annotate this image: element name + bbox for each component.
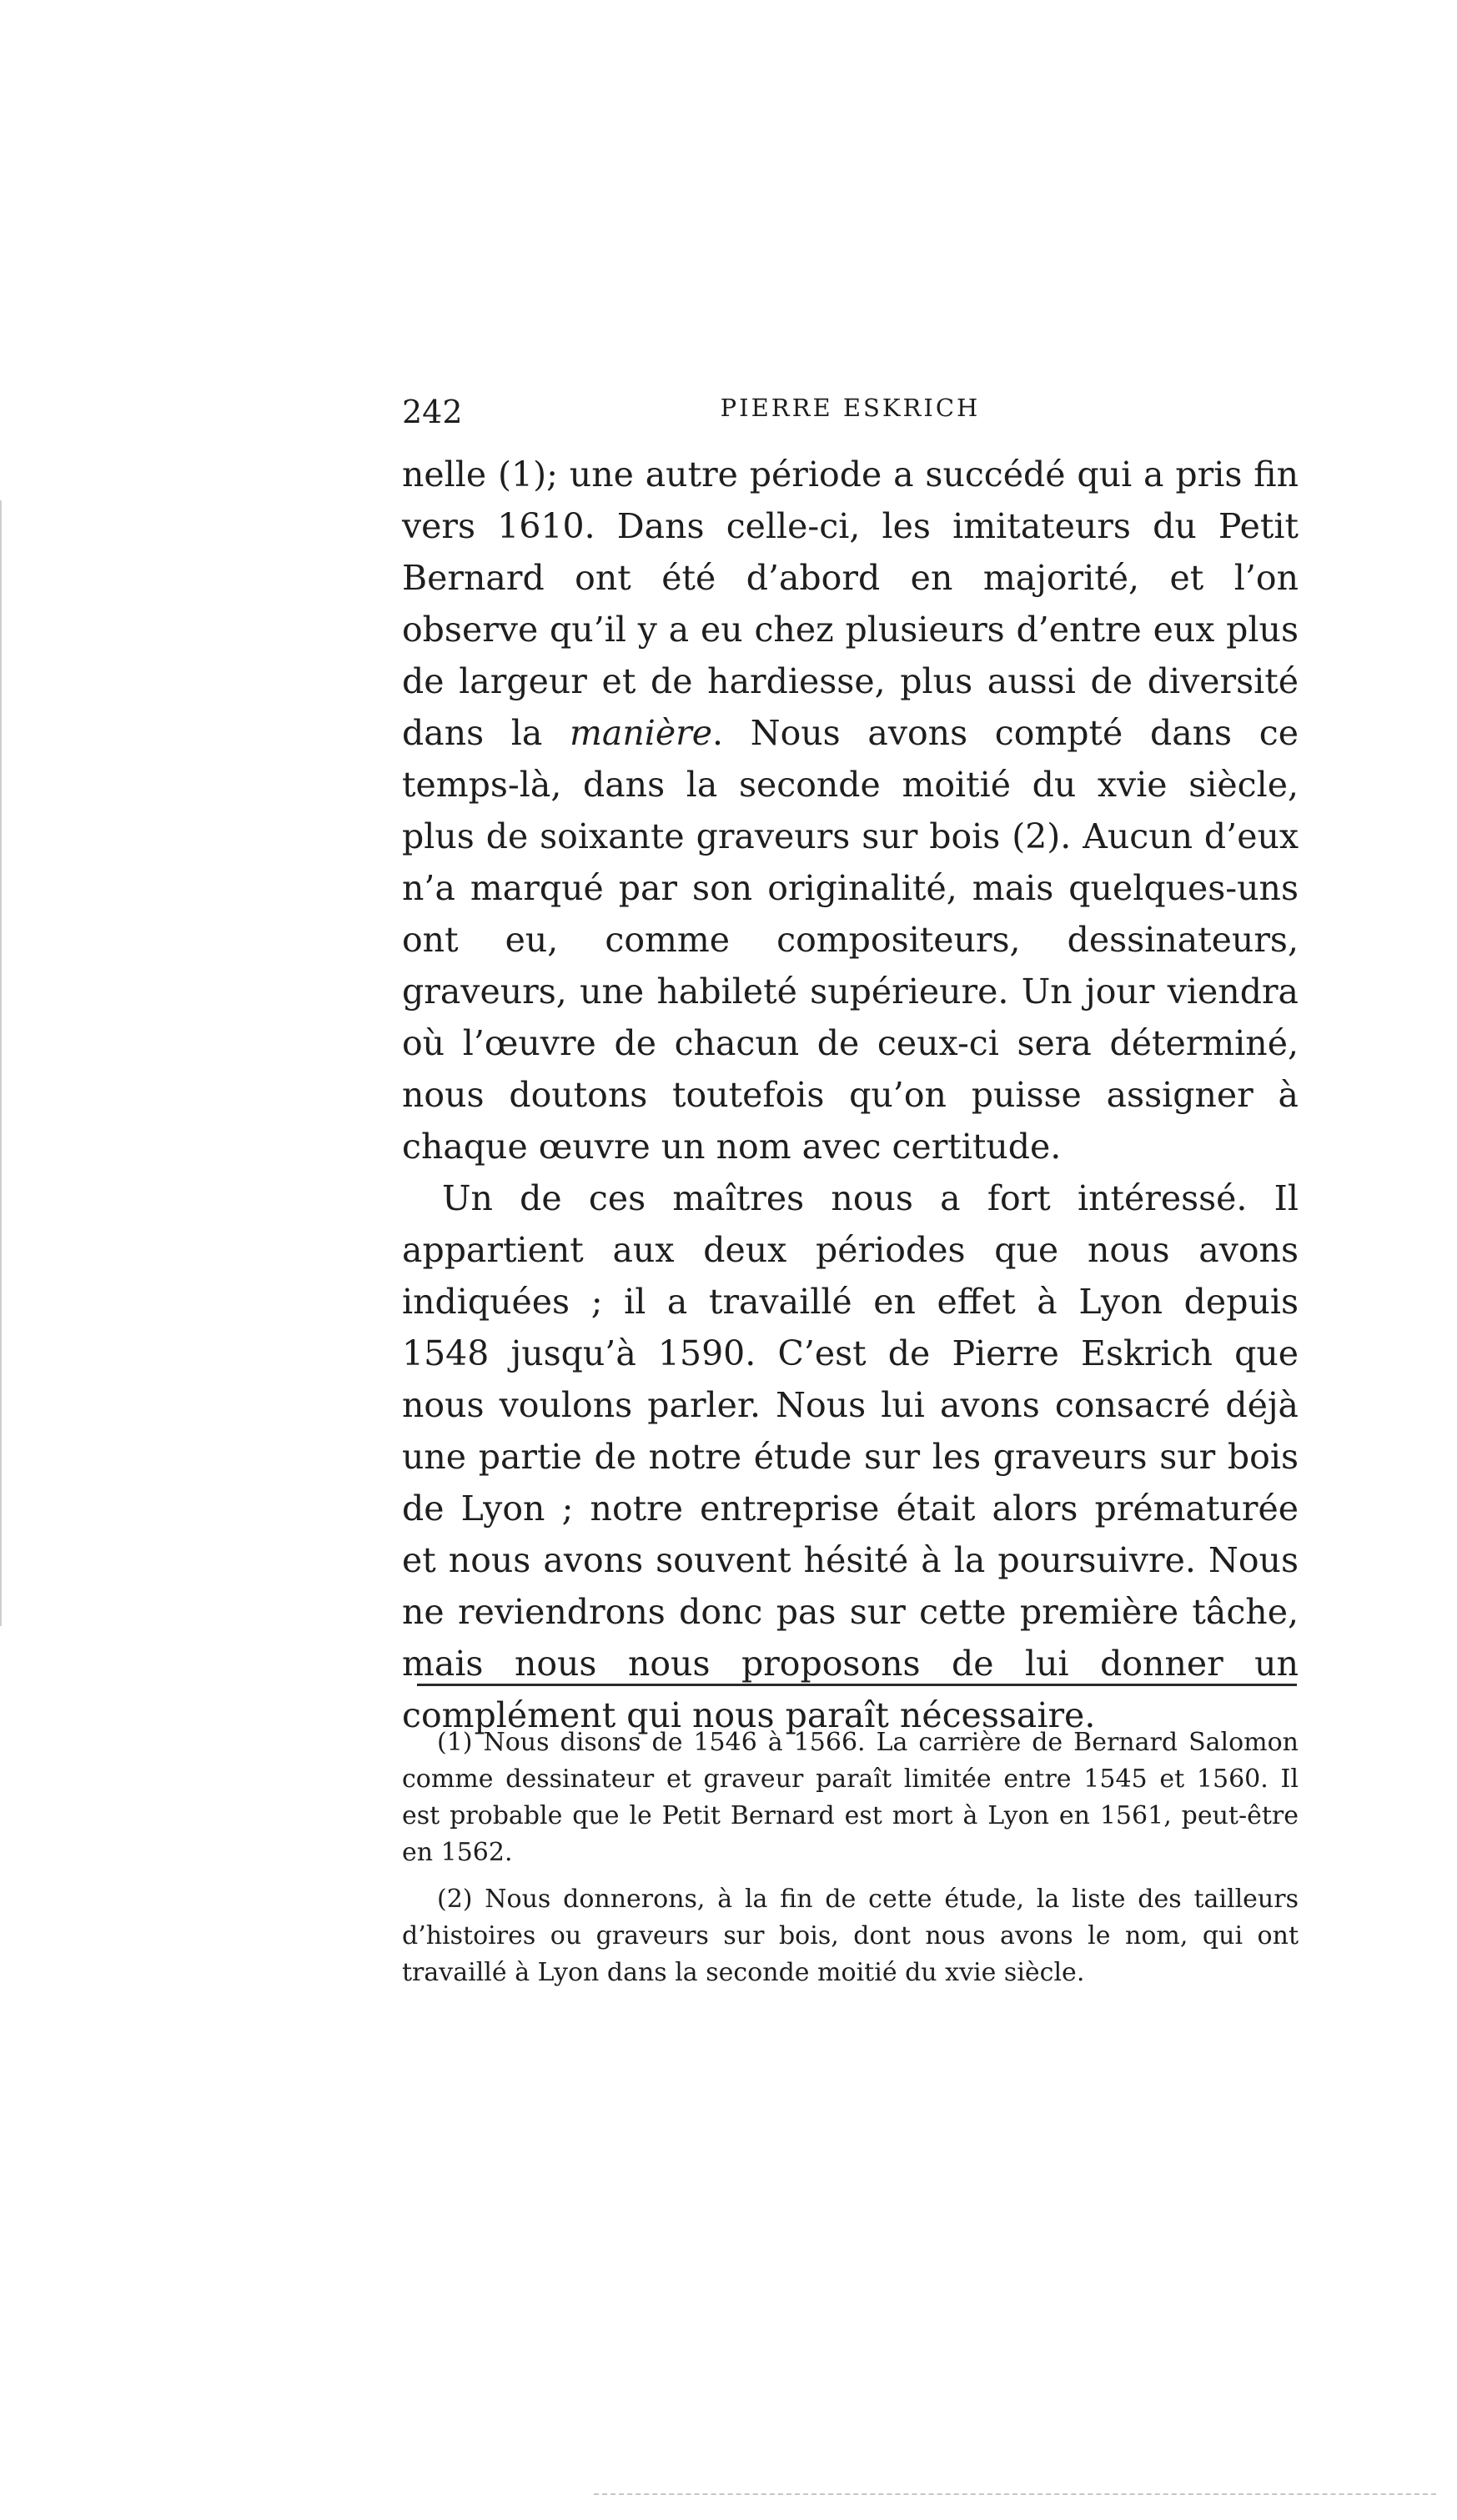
page-number: 242 [402, 394, 463, 430]
scan-margin-line [0, 500, 2, 1626]
running-head: PIERRE ESKRICH [720, 394, 981, 422]
page-header [402, 394, 1299, 435]
footnote-rule [417, 1684, 1297, 1686]
paragraph-1-text-b: . Nous avons compté dans ce temps-là, dans la seconde moitié du xvie siècle, plus de soixante graveurs sur bois (2). Aucun d’eux n’a marqué par son originalité, mais quelques-uns ont eu, comme compositeurs, dessinateurs, graveurs, une habileté supérieure. Un jour viendra où l’œuvre de chacun de ceux-ci sera déterminé, nous doutons toutefois qu’on puisse assigner à chaque œuvre un nom avec certitude. [402, 713, 1299, 1167]
italic-term: manière [570, 713, 712, 753]
scan-bottom-rule [594, 2493, 1436, 2495]
footnotes [402, 1724, 1299, 1991]
footnote-1: (1) Nous disons de 1546 à 1566. La carrière de Bernard Salomon comme dessinateur et graveur paraît limitée entre 1545 et 1560. Il est probable que le Petit Bernard est mort à Lyon en 1561, peut-être en 1562. [402, 1728, 1299, 1867]
footnote-2: (2) Nous donnerons, à la fin de cette étude, la liste des tailleurs d’histoires ou graveurs sur bois, dont nous avons le nom, qui ont travaillé à Lyon dans la seconde moitié du xvie siècle. [402, 1885, 1299, 1987]
paragraph-1 [402, 449, 1299, 1172]
paragraph-1-text-a: nelle (1); une autre période a succédé qui a pris fin vers 1610. Dans celle-ci, les imitateurs du Petit Bernard ont été d’abord en majorité, et l’on observe qu’il y a eu chez plusieurs d’entre eux plus de largeur et de hardiesse, plus aussi de diversité dans la [402, 454, 1299, 753]
body-text [402, 449, 1299, 1741]
paragraph-2: Un de ces maîtres nous a fort intéressé. Il appartient aux deux périodes que nous avons indiquées ; il a travaillé en effet à Lyon depuis 1548 jusqu’à 1590. C’est de Pierre Eskrich que nous voulons parler. Nous lui avons consacré déjà une partie de notre étude sur les graveurs sur bois de Lyon ; notre entreprise était alors prématurée et nous avons souvent hésité à la poursuivre. Nous ne reviendrons donc pas sur cette première tâche, mais nous nous proposons de lui donner un complément qui nous paraît nécessaire. [402, 1178, 1299, 1735]
